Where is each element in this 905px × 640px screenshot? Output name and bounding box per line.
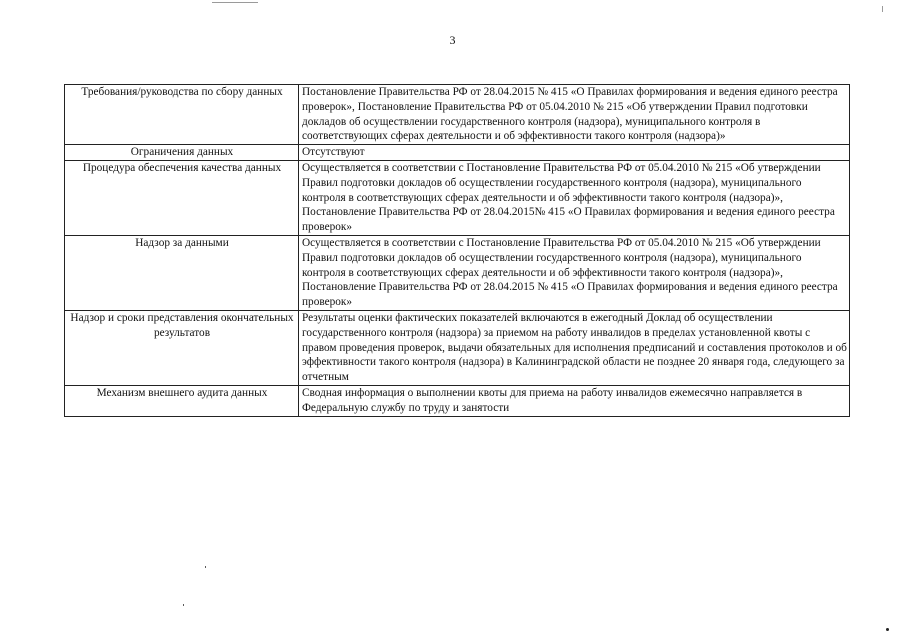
- row-value: Результаты оценки фактических показателей включаются в ежегодный Доклад об осуществлении государственного контроля (надзора) за приемом на работу инвалидов в пределах установленной квоты с правом проведения проверок, выдачи обязательных для исполнения предписаний и составления протоколов и об эффективности такого контроля (надзора) в Калининградской области не позднее 20 января года, следующего за отчетным: [299, 310, 850, 385]
- row-label: Надзор и сроки представления окончательных результатов: [65, 310, 299, 385]
- scan-speck: [205, 566, 206, 568]
- row-value: Осуществляется в соответствии с Постановление Правительства РФ от 05.04.2010 № 215 «Об утверждении Правил подготовки докладов об осуществлении государственного контроля (надзора), муниципального контроля в соответствующих сферах деятельности и об эффективности такого контроля (надзора)», Постановление Правительства РФ от 28.04.2015№ 415 «О Правилах формирования и ведения единого реестра проверок»: [299, 160, 850, 235]
- row-label: Процедура обеспечения качества данных: [65, 160, 299, 235]
- table-row: [65, 385, 850, 416]
- table-row: [65, 85, 850, 145]
- table-row: [65, 145, 850, 161]
- page-number: 3: [449, 33, 456, 47]
- row-value: Сводная информация о выполнении квоты для приема на работу инвалидов ежемесячно направляется в Федеральную службу по труду и занятости: [299, 385, 850, 416]
- row-label: Требования/руководства по сбору данных: [65, 85, 299, 145]
- row-label: Ограничения данных: [65, 145, 299, 161]
- row-label: Надзор за данными: [65, 235, 299, 310]
- scan-artifact-top-line: [212, 2, 258, 3]
- table-row: [65, 160, 850, 235]
- row-label: Механизм внешнего аудита данных: [65, 385, 299, 416]
- row-value: Отсутствуют: [299, 145, 850, 161]
- table-row: [65, 235, 850, 310]
- scan-artifact-right-tick: [882, 6, 883, 12]
- data-requirements-table: [64, 84, 850, 417]
- row-value: Постановление Правительства РФ от 28.04.2015 № 415 «О Правилах формирования и ведения единого реестра проверок», Постановление Правительства РФ от 05.04.2010 № 215 «Об утверждении Правил подготовки докладов об осуществлении государственного контроля (надзора), муниципального контроля в соответствующих сферах деятельности и об эффективности такого контроля (надзора)»: [299, 85, 850, 145]
- table-row: [65, 310, 850, 385]
- scan-speck: [886, 628, 889, 631]
- row-value: Осуществляется в соответствии с Постановление Правительства РФ от 05.04.2010 № 215 «Об утверждении Правил подготовки докладов об осуществлении государственного контроля (надзора), муниципального контроля в соответствующих сферах деятельности и об эффективности такого контроля (надзора)», Постановление Правительства РФ от 28.04.2015 № 415 «О Правилах формирования и ведения единого реестра проверок»: [299, 235, 850, 310]
- scan-speck: [183, 604, 184, 606]
